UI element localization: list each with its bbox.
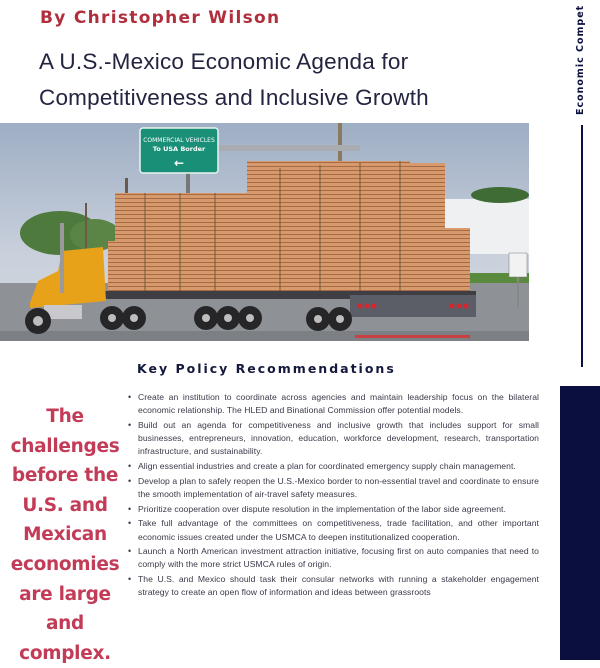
sign-arrow-icon: ← [173,156,185,170]
bullet-icon: • [128,574,132,585]
navy-accent-panel [560,386,600,660]
author-byline: By Christopher Wilson [40,8,281,28]
bullet-icon: • [128,475,132,486]
bullet-icon: • [128,503,132,514]
recommendation-item: • Create an institution to coordinate across agencies and maintain leadership focus on the bilateral economic relationship. The HLED and Binational Commission offer potential models. [128,392,539,416]
bullet-icon: • [128,518,132,529]
bullet-icon: • [128,419,132,430]
document-title: A U.S.-Mexico Economic Agenda for Competitiveness and Inclusive Growth [39,49,429,110]
recommendation-item: • Develop a plan to safely reopen the U.S.-Mexico border to non-essential travel and coordinate to ensure the smooth implementation of air-travel safety measures. [128,475,539,499]
recommendation-item: • The U.S. and Mexico should task their consular networks with running a stakeholder engagement strategy to create an open flow of information and ideas between grassroots [128,574,539,598]
recommendation-item: • Prioritize cooperation over dispute resolution in the implementation of the labor side agreement. [138,503,539,516]
vertical-divider [581,125,583,367]
hero-image [0,123,529,341]
sign-text-line1: COMMERCIAL VEHICLES [143,137,215,144]
vertical-section-label [571,0,591,115]
recommendations-list [128,391,539,660]
bullet-icon: • [128,461,132,472]
sign-text-line2: To USA Border [152,145,206,153]
recommendation-item: • Take full advantage of the committees on competitiveness, trade facilitation, and other important economic issues created under the USMCA to deepen institutionalized cooperation. [128,518,539,542]
recommendation-item: • Align essential industries and create a plan for coordinated emergency supply chain management. [138,460,539,473]
bullet-icon: • [128,546,132,557]
vertical-section-label-text: Economic Compet [575,4,586,115]
recommendation-item: • Launch a North American investment attraction initiative, focusing first on auto companies that need to comply with the more strict USMCA rules of origin. [128,546,539,570]
recommendation-item: • Build out an agenda for competitiveness and inclusive growth that includes support for small businesses, entrepreneurs, innovation, education, workforce development, research, transportation infrastructure, and sustainability. [128,419,539,457]
recommendations-heading: Key Policy Recommendations [137,361,396,376]
bullet-icon: • [128,392,132,402]
pull-quote: The challenges before the U.S. and Mexican economies are large and complex. [10,406,120,664]
